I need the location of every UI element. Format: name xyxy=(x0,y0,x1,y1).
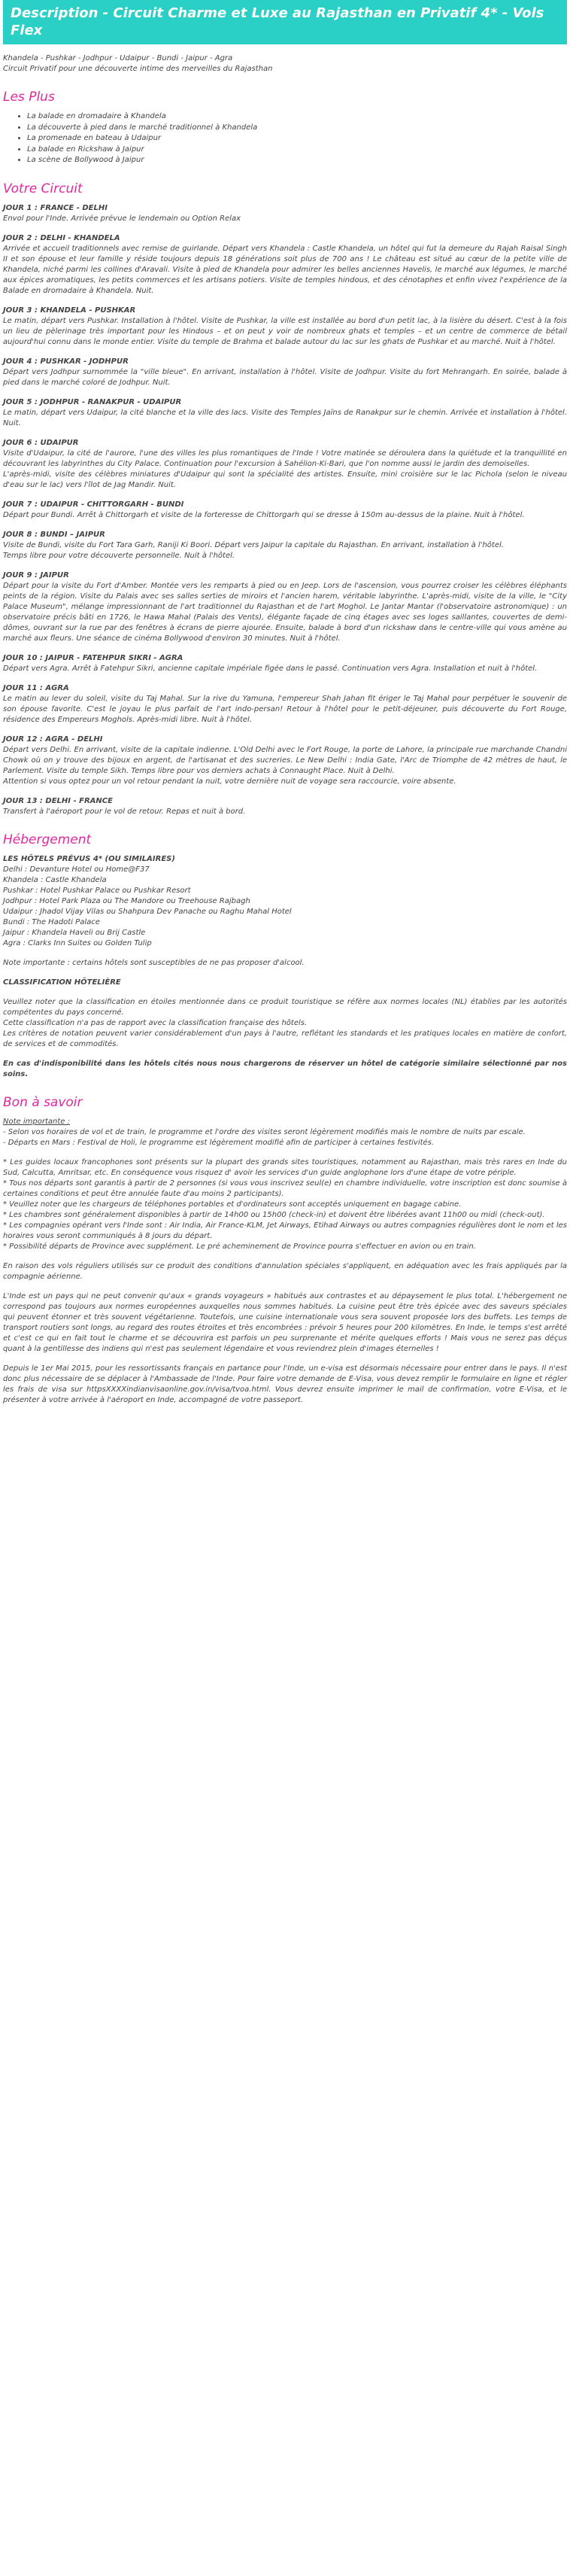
bullet-line: * Les compagnies opérant vers l'Inde sont : Air India, Air France-KLM, Jet Airways, Etihad Airways ou autres compagnies régulières dont le nom et les horaires vous seront communiqués à 8 jours du départ. xyxy=(3,1221,567,1240)
plus-list xyxy=(3,111,567,166)
info-paragraph: L'Inde est un pays qui ne peut convenir qu'aux « grands voyageurs » habitués aux contrastes et au dépaysement le plus total. L'hébergement ne correspond pas toujours aux normes européennes auxquelles nous sommes habitués. La cuisine peut être très épicée avec des saveurs spéciales qui peuvent étonner et très souvent végétarienne. Toutefois, une cuisine internationale vous sera souvent proposée lors des buffets. Les temps de transport routiers sont longs, au regard des routes étroites et très encombrées : prévoir 5 heures pour 200 kilomètres. En Inde, le temps s'est arrêté et c'est ce qui en fait tout le charme et se découvrira est parfois un peu surprenante et mérite quelques efforts ! Mais vous ne serez pas déçus quant à la gentillesse des indiens qui n'est pas seulement légendaire et vous reviendrez plein d'images éternelles ! xyxy=(3,1291,567,1353)
day-text: Départ vers Delhi. En arrivant, visite de la capitale indienne. L'Old Delhi avec le Fort Rouge, la porte de Lahore, la principale rue marchande Chandni Chowk où on y trouve des bijoux en argent, de l'artisanat et des sucreries. Le New Delhi : India Gate, l'Arc de Triomphe de 42 mètres de haut, le Parlement. Visite du temple Sikh. Temps libre pour vos derniers achats à Connaught Place. Nuit à Delhi. xyxy=(3,745,567,775)
day-title: JOUR 1 : FRANCE - DELHI xyxy=(3,203,108,212)
plus-item: • La balade en Rickshaw à Jaipur xyxy=(27,144,567,156)
hotel-item: Agra : Clarks Inn Suites ou Golden Tulip xyxy=(3,938,152,947)
day-text: Départ pour la visite du Fort d'Amber. Montée vers les remparts à pied ou en Jeep. Lors de l'ascension, vous pourrez croiser les célèbres éléphants peints de la région. Visite du Palais avec ses salles serties de miroirs et l'ancien harem, véritable labyrinthe. L'après-midi, visite de la ville, le "City Palace Museum", mélange impressionnant de l'art traditionnel du Rajasthan et de l'art Moghol. Le Jantar Mantar (l'observatoire astronomique) : un observatoire précis bâti en 1726, le Hawa Mahal (Palais des Vents), élégante façade de cinq étages avec ses loges saillantes, couvertes de demi-dômes, ouvrant sur la rue par des fenêtres à écrans de pierre ajourée. Ensuite, balade à bord d'un rickshaw dans le centre-ville qui vous amène au marché aux fleurs. Une séance de cinéma Bollywood d'environ 30 minutes. Nuit à l'hôtel. xyxy=(3,581,567,643)
note-line: - Départs en Mars : Festival de Holi, le programme est légèrement modifié afin de participer à certaines festivités. xyxy=(3,1138,435,1147)
day-title: JOUR 4 : PUSHKAR - JODHPUR xyxy=(3,357,129,366)
day-text: Le matin, départ vers Udaipur, la cité blanche et la ville des lacs. Visite des Temples Jaïns de Ranakpur sur le chemin. Arrivée et installation à l'hôtel. Nuit. xyxy=(3,408,567,427)
hotels-list xyxy=(3,865,567,949)
bon-a-savoir-heading: Bon à savoir xyxy=(3,1094,83,1110)
hotels-title: LES HÔTELS PRÉVUS 4* (OU SIMILAIRES) xyxy=(3,854,175,863)
day-text: Visite de Bundi, visite du Fort Tara Garh, Raniji Ki Boori. Départ vers Jaipur la capitale du Rajasthan. En arrivant, installation à l'hôtel. xyxy=(3,540,504,549)
day-text: Visite d'Udaipur, la cité de l'aurore, l'une des villes les plus romantiques de l'Inde ! Votre matinée se déroulera dans la quiétude et la tranquillité en découvrant les labyrinthes du City Palace. Continuation pour l'excursion à Sahélion-Ki-Bari, que l'on nomme aussi le jardin des demoiselles. xyxy=(3,449,567,468)
day-title: JOUR 7 : UDAIPUR - CHITTORGARH - BUNDI xyxy=(3,500,184,509)
hotel-item: Bundi : The Hadoti Palace xyxy=(3,917,100,926)
day-text: Envol pour l'Inde. Arrivée prévue le lendemain ou Option Relax xyxy=(3,214,241,223)
day-title: JOUR 5 : JODHPUR - RANAKPUR - UDAIPUR xyxy=(3,397,182,406)
plus-item: • La promenade en bateau à Udaipur xyxy=(27,133,567,144)
day-text: Temps libre pour votre découverte personnelle. Nuit à l'hôtel. xyxy=(3,551,235,560)
day-title: JOUR 13 : DELHI - FRANCE xyxy=(3,796,113,805)
days-list xyxy=(3,203,567,817)
info-paragraph: En raison des vols réguliers utilisés sur ce produit des conditions d'annulation spéciales s'appliquent, en adéquation avec les frais appliqués par la compagnie aérienne. xyxy=(3,1261,567,1281)
classification-title: CLASSIFICATION HÔTELIÈRE xyxy=(3,978,121,987)
info-paragraph: Depuis le 1er Mai 2015, pour les ressortissants français en partance pour l'Inde, un e-visa est désormais nécessaire pour entrer dans le pays. Il n'est donc plus nécessaire de se déplacer à l'Ambassade de l'Inde. Pour faire votre demande de E-Visa, vous devez remplir le formulaire en ligne et régler les frais de visa sur httpsXXXXindianvisaonline.gov.in/visa/tvoa.html. Vous devrez ensuite imprimer le mail de confirmation, votre E-Visa, et le présenter à votre arrivée à l'aéroport en Inde, accompagné de votre passeport. xyxy=(3,1364,567,1404)
bullet-line: * Veuillez noter que les chargeurs de téléphones portables et d'ordinateurs sont acceptés uniquement en bagage cabine. xyxy=(3,1200,462,1209)
bullet-line: * Tous nos départs sont garantis à partir de 2 personnes (si vous vous inscrivez seul(e) en chambre individuelle, votre inscription est donc soumise à certaines conditions et peut être annulée faute d'au moins 2 participants). xyxy=(3,1179,567,1198)
hotel-item: Khandela : Castle Khandela xyxy=(3,875,107,884)
day-text: Départ vers Jodhpur surnommée la "ville bleue". En arrivant, installation à l'hôtel. Visite de Jodhpur. Visite du fort Mehrangarh. En soirée, balade à pied dans le marché coloré de Jodhpur. Nuit. xyxy=(3,367,567,387)
day-title: JOUR 9 : JAIPUR xyxy=(3,570,69,579)
day-text: Arrivée et accueil traditionnels avec remise de guirlande. Départ vers Khandela : Castle Khandela, un hôtel qui fut la demeure du Rajah Raisal Singh II et son épouse et leur famille y réside toujours depuis 18 générations soit plus de 700 ans ! Le château est situé au cœur de la petite ville de Khandela, niché parmi les collines d'Aravali. Visite à pied de Khandela pour admirer les belles anciennes Havelis, le marché aux légumes, le marché aux épices aromatiques, les petits commerces et les artisans potiers. Visite de temples hindous, et des cénotaphes et enfin vivez l'expérience de la Balade en dromadaire à Khandela. Nuit. xyxy=(3,244,567,295)
day-text: Le matin au lever du soleil, visite du Taj Mahal. Sur la rive du Yamuna, l'empereur Shah Jahan fit ériger le Taj Mahal pour perpétuer le souvenir de son épouse favorite. C'est le joyau le plus parfait de l'art indo-persan! Retour à l'hôtel pour le petit-déjeuner, puis découverte du Fort Rouge, résidence des Empereurs Moghols. Après-midi libre. Nuit à l'hôtel. xyxy=(3,694,567,724)
indispo-text: En cas d'indisponibilité dans les hôtels cités nous nous chargerons de réserver un hôtel de catégorie similaire sélectionné par nos soins. xyxy=(3,1059,567,1078)
note-line: - Selon vos horaires de vol et de train, le programme et l'ordre des visites seront légèrement modifiés mais le nombre de nuits par escale. xyxy=(3,1127,526,1136)
classification-line: Les critères de notation peuvent varier considérablement d'un pays à l'autre, reflétant les standards et les pratiques locales en matière de confort, de services et de commodités. xyxy=(3,1029,567,1048)
day-text: Départ pour Bundi. Arrêt à Chittorgarh et visite de la forteresse de Chittorgarh qui se dresse à 150m au-dessus de la plaine. Nuit à l'hôtel. xyxy=(3,510,525,519)
bon-paragraphs xyxy=(3,1261,567,1406)
hotel-note: Note importante : certains hôtels sont susceptibles de ne pas proposer d'alcool. xyxy=(3,958,305,967)
hotel-item: Delhi : Devanture Hotel ou Home@F37 xyxy=(3,865,150,874)
day-title: JOUR 10 : JAIPUR - FATEHPUR SIKRI - AGRA xyxy=(3,653,183,662)
hotel-item: Udaipur : Jhadol Vijay Vilas ou Shahpura Dev Panache ou Raghu Mahal Hotel xyxy=(3,907,292,916)
bon-notes xyxy=(3,1127,567,1148)
plus-heading: Les Plus xyxy=(3,90,55,105)
day-title: JOUR 3 : KHANDELA - PUSHKAR xyxy=(3,306,136,315)
day-title: JOUR 11 : AGRA xyxy=(3,683,69,692)
day-title: JOUR 8 : BUNDI – JAIPUR xyxy=(3,530,105,539)
day-title: JOUR 2 : DELHI - KHANDELA xyxy=(3,233,120,242)
day-title: JOUR 6 : UDAIPUR xyxy=(3,438,79,447)
bullet-line: * Les guides locaux francophones sont présents sur la plupart des grands sites touristiques, notamment au Rajasthan, mais très rares en Inde du Sud, Calcutta, Amritsar, etc. En conséquence vous risquez d' avoir les services d'un guide anglophone lors d'une étape de votre périple. xyxy=(3,1157,567,1177)
note-label: Note importante : xyxy=(3,1117,70,1126)
classification-line: Cette classification n'a pas de rapport avec la classification française des hôtels. xyxy=(3,1018,308,1027)
plus-item: • La scène de Bollywood à Jaipur xyxy=(27,155,567,166)
page-title: Description - Circuit Charme et Luxe au Rajasthan en Privatif 4* - Vols Flex xyxy=(3,0,567,44)
day-text: L'après-midi, visite des célèbres miniatures d'Udaipur qui sont la spécialité des artistes. Ensuite, mini croisière sur le lac Pichola (selon le niveau d'eau sur le lac) vers l'îlot de Jag Mandir. Nuit. xyxy=(3,470,567,489)
day-text: Le matin, départ vers Pushkar. Installation à l'hôtel. Visite de Pushkar, la ville est installée au bord d'un petit lac, à la lisière du désert. C'est à la fois un lieu de pèlerinage très important pour les Hindous – et on peut y voir de nombreux ghats et temples – et un centre de commerce de bétail aujourd'hui connu dans le monde entier. Visite du temple de Brahma et balade autour du lac sur les ghats de Pushkar et au marché. Nuit à l'hôtel. xyxy=(3,316,567,346)
plus-item: • La balade en dromadaire à Khandela xyxy=(27,111,567,123)
hebergement-heading: Hébergement xyxy=(3,832,92,847)
hotel-item: Jodhpur : Hotel Park Plaza ou The Mandore ou Treehouse Rajbagh xyxy=(3,896,250,905)
day-text: Transfert à l'aéroport pour le vol de retour. Repas et nuit à bord. xyxy=(3,807,246,816)
day-title: JOUR 12 : AGRA - DELHI xyxy=(3,734,103,744)
hotel-item: Pushkar : Hotel Pushkar Palace ou Pushkar Resort xyxy=(3,886,191,895)
intro: Circuit Privatif pour une découverte intime des merveilles du Rajasthan xyxy=(3,65,273,73)
bon-bullets xyxy=(3,1157,567,1252)
day-text: Départ vers Agra. Arrêt à Fatehpur Sikri, ancienne capitale impériale figée dans le passé. Continuation vers Agra. Installation et nuit à l'hôtel. xyxy=(3,664,538,673)
bullet-line: * Les chambres sont généralement disponibles à partir de 14h00 ou 15h00 (check-in) et doivent être libérées avant 11h00 ou midi (check-out). xyxy=(3,1210,545,1219)
classification-line: Veuillez noter que la classification en étoiles mentionnée dans ce produit touristique se réfère aux normes locales (NL) établies par les autorités compétentes du pays concerné. xyxy=(3,997,567,1017)
plus-item: • La découverte à pied dans le marché traditionnel à Khandela xyxy=(27,123,567,134)
classification-text xyxy=(3,997,567,1050)
route: Khandela - Pushkar - Jodhpur - Udaipur - Bundi - Jaipur - Agra xyxy=(3,54,233,62)
circuit-heading: Votre Circuit xyxy=(3,181,83,196)
hotel-item: Jaipur : Khandela Haveli ou Brij Castle xyxy=(3,928,146,937)
bullet-line: * Possibilité départs de Province avec supplément. Le pré acheminement de Province pourra s'effectuer en avion ou en train. xyxy=(3,1242,477,1251)
day-text: Attention si vous optez pour un vol retour pendant la nuit, votre dernière nuit de voyage sera raccourcie, voire absente. xyxy=(3,777,456,786)
